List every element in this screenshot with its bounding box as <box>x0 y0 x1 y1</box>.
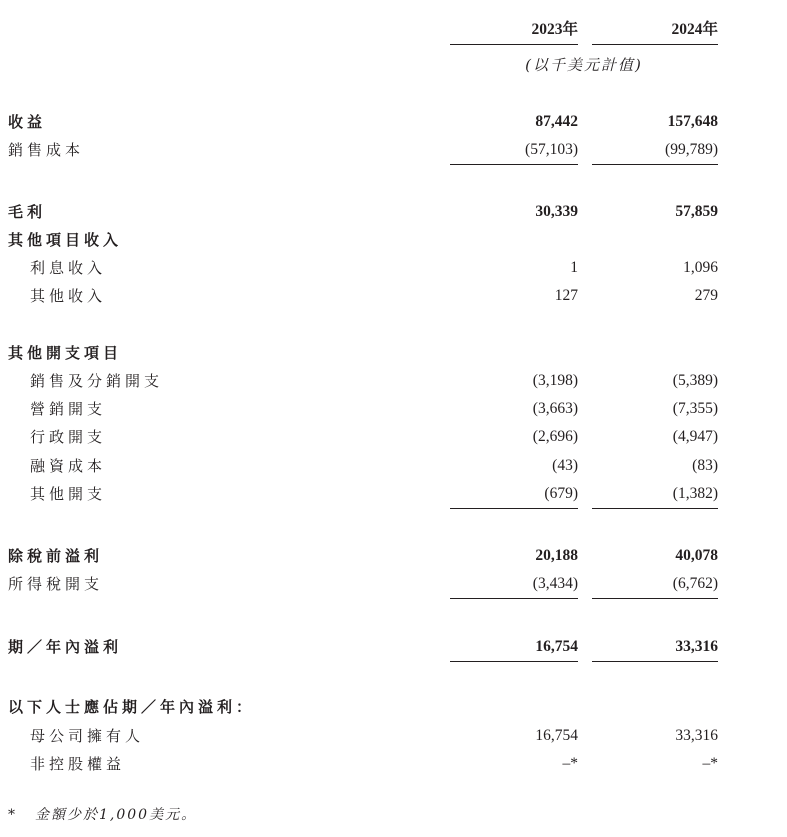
row-label: 以下人士應佔期／年內溢利： <box>8 698 256 716</box>
underline <box>450 164 578 165</box>
row-label: 融資成本 <box>30 457 107 475</box>
value-2023: 20,188 <box>535 547 578 564</box>
value-2024: 33,316 <box>675 638 718 655</box>
row-attributable-header <box>0 695 787 719</box>
row-label: 營銷開支 <box>30 400 107 418</box>
footnote-mark: * <box>8 807 17 823</box>
value-2024: 1,096 <box>683 259 718 276</box>
underline <box>592 598 718 599</box>
row-label: 非控股權益 <box>30 755 126 773</box>
underline <box>592 661 718 662</box>
row-label: 除稅前溢利 <box>8 547 104 565</box>
row-revenue <box>0 110 787 134</box>
value-2024: (99,789) <box>665 141 718 158</box>
underline <box>450 598 578 599</box>
divider <box>450 44 578 45</box>
row-income-tax-expense <box>0 572 787 596</box>
row-label: 銷售成本 <box>8 141 85 159</box>
row-label: 所得稅開支 <box>8 575 104 593</box>
row-other-expenses-header <box>0 341 787 365</box>
value-2024: 57,859 <box>675 203 718 220</box>
value-2024: 157,648 <box>667 113 718 130</box>
row-label: 銷售及分銷開支 <box>30 372 164 390</box>
row-gross-profit <box>0 200 787 224</box>
underline <box>450 661 578 662</box>
underline <box>592 164 718 165</box>
value-2023: 16,754 <box>535 638 578 655</box>
column-header-2024: 2024年 <box>671 21 718 38</box>
value-2024: (7,355) <box>672 400 718 417</box>
row-other-income <box>0 284 787 308</box>
value-2023: 1 <box>570 259 578 276</box>
value-2023: (679) <box>544 485 578 502</box>
row-label: 其他開支 <box>30 485 107 503</box>
unit-note: (以千美元計值) <box>525 56 643 74</box>
value-2023: 87,442 <box>535 113 578 130</box>
row-label: 利息收入 <box>30 259 107 277</box>
value-2023: 16,754 <box>535 727 578 744</box>
column-header-2023: 2023年 <box>531 21 578 38</box>
value-2024: 33,316 <box>675 727 718 744</box>
row-label: 其他項目收入 <box>8 231 123 249</box>
row-cost-of-sales <box>0 138 787 162</box>
value-2024: (4,947) <box>672 428 718 445</box>
row-interest-income <box>0 256 787 280</box>
value-2023: 30,339 <box>535 203 578 220</box>
value-2024: (5,389) <box>672 372 718 389</box>
value-2023: (57,103) <box>525 141 578 158</box>
row-label: 毛利 <box>8 203 47 221</box>
row-profit-for-period <box>0 635 787 659</box>
value-2023: (3,663) <box>532 400 578 417</box>
row-owners-of-parent <box>0 724 787 748</box>
footnote-text: 金額少於1,000美元。 <box>35 807 198 823</box>
value-2023: (2,696) <box>532 428 578 445</box>
divider <box>592 44 718 45</box>
value-2024: 40,078 <box>675 547 718 564</box>
row-administrative-expenses <box>0 425 787 449</box>
value-2024: (1,382) <box>672 485 718 502</box>
row-label: 收益 <box>8 113 47 131</box>
underline <box>450 508 578 509</box>
value-2023: (3,434) <box>532 575 578 592</box>
row-other-expenses <box>0 482 787 506</box>
row-marketing-expenses <box>0 397 787 421</box>
underline <box>592 508 718 509</box>
row-label: 其他收入 <box>30 287 107 305</box>
row-label: 母公司擁有人 <box>30 727 145 745</box>
row-other-income-header <box>0 228 787 252</box>
value-2024: 279 <box>694 287 718 304</box>
value-2024: (83) <box>692 457 718 474</box>
value-2023: (43) <box>552 457 578 474</box>
row-label: 其他開支項目 <box>8 344 123 362</box>
row-profit-before-tax <box>0 544 787 568</box>
row-label: 期／年內溢利 <box>8 638 123 656</box>
row-non-controlling-interests <box>0 752 787 776</box>
row-label: 行政開支 <box>30 428 107 446</box>
value-2024: –* <box>702 755 718 772</box>
value-2024: (6,762) <box>672 575 718 592</box>
column-header-row <box>0 18 787 42</box>
row-selling-distribution-expenses <box>0 369 787 393</box>
value-2023: –* <box>562 755 578 772</box>
footnote <box>8 804 197 824</box>
value-2023: 127 <box>554 287 578 304</box>
row-finance-costs <box>0 454 787 478</box>
value-2023: (3,198) <box>532 372 578 389</box>
